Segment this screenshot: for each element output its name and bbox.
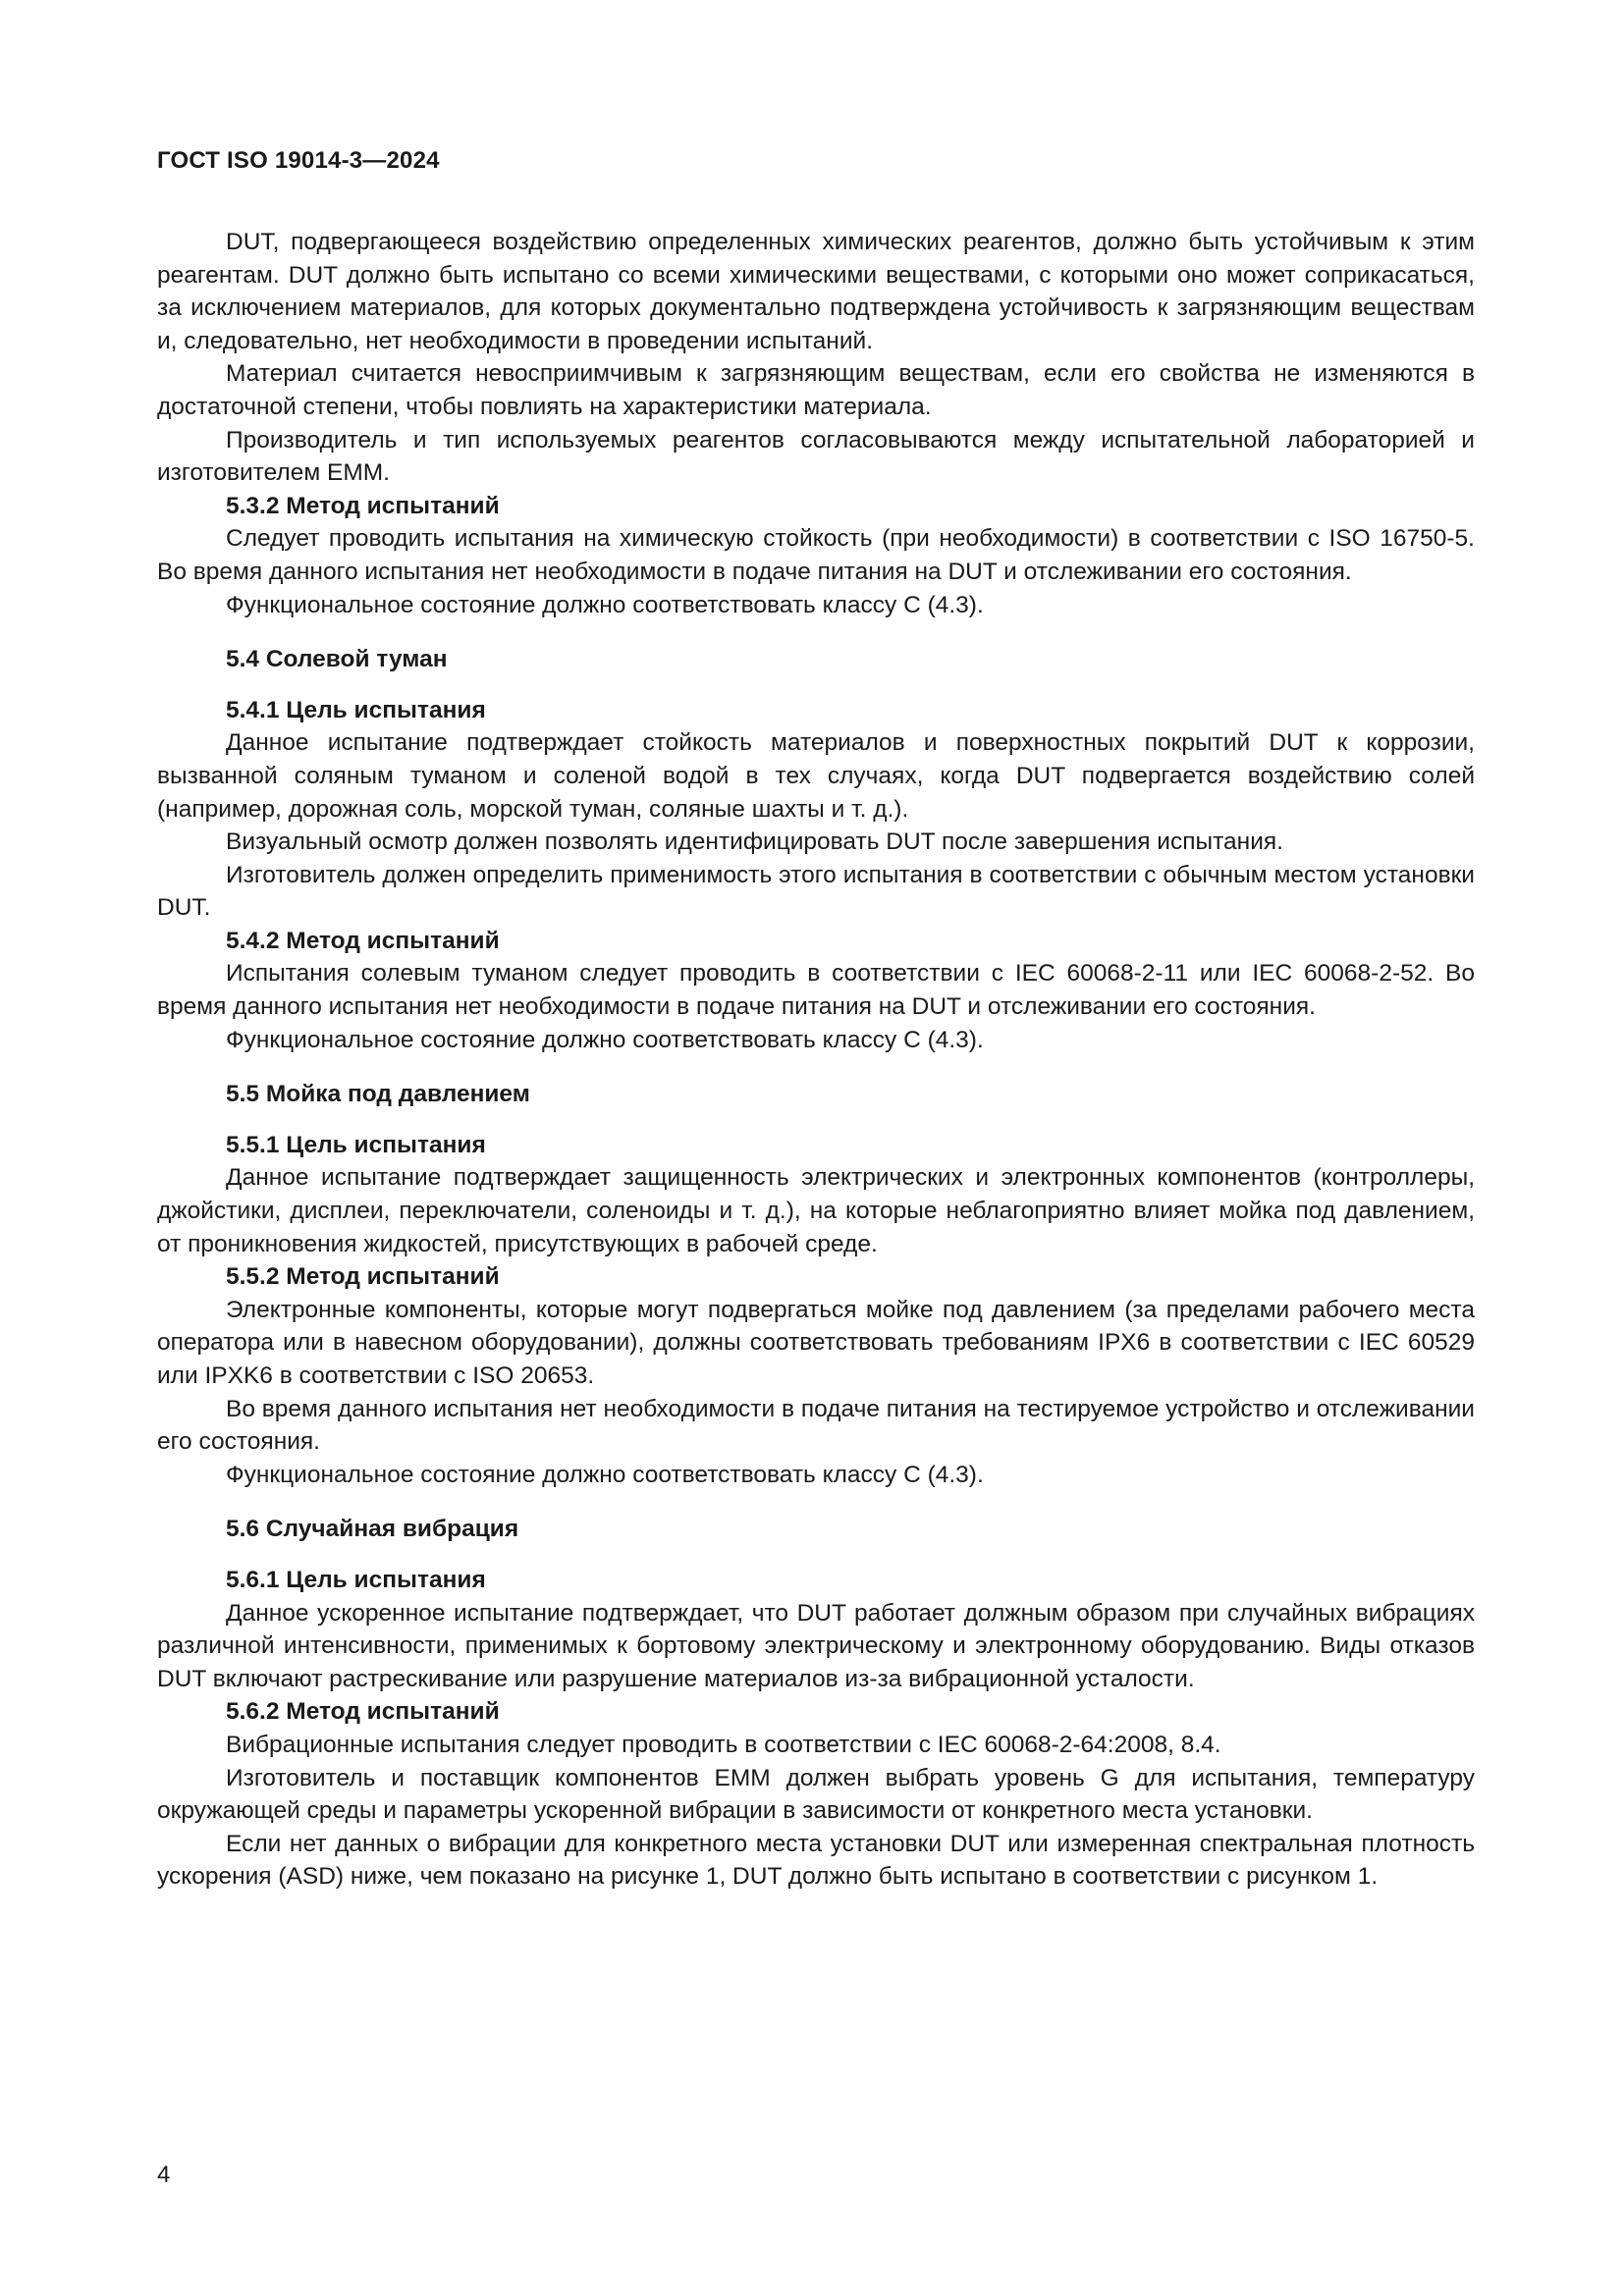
paragraph: Производитель и тип используемых реагентов согласовываются между испытательной лабораторией и изготовителем ЕММ. [157, 426, 1475, 487]
subsection-heading: 5.6.2 Метод испытаний [226, 1698, 500, 1726]
paragraph: Данное испытание подтверждает стойкость материалов и поверхностных покрытий DUT к коррозии, вызванной соляным туманом и соленой водой в тех случаях, когда DUT подвергается воздействию солей (например, дорожная соль, морской туман, соляные шахты и т. д.). [157, 729, 1475, 823]
subsection-heading: 5.4.2 Метод испытаний [226, 927, 500, 954]
page-number: 4 [157, 2162, 171, 2188]
paragraph: DUT, подвергающееся воздействию определенных химических реагентов, должно быть устойчивым к этим реагентам. DUT должно быть испытано со всеми химическими веществами, с которыми оно может соприкасаться, за исключением материалов, для которых документально подтверждена устойчивость к загрязняющим веществам и, следовательно, нет необходимости в проведении испытаний. [157, 229, 1475, 354]
paragraph: Данное ускоренное испытание подтверждает, что DUT работает должным образом при случайных вибрациях различной интенсивности, применимых к бортовому электрическому и электронному оборудованию. Виды отказов DUT включают растрескивание или разрушение материалов из-за вибрационной усталости. [157, 1599, 1475, 1692]
paragraph: Испытания солевым туманом следует проводить в соответствии с IEC 60068-2-11 или IEC 60068-2-52. Во время данного испытания нет необходимости в подаче питания на DUT и отслеживании его состояния. [157, 960, 1475, 1021]
subsection-heading: 5.5.1 Цель испытания [226, 1131, 486, 1158]
paragraph: Электронные компоненты, которые могут подвергаться мойке под давлением (за пределами рабочего места оператора или в навесном оборудовании), должны соответствовать требованиям IPX6 в соответствии с IEC 60529 или IPXK6 в соответствии с ISO 20653. [157, 1296, 1475, 1389]
section-heading: 5.5 Мойка под давлением [226, 1081, 530, 1108]
document-body [157, 226, 1475, 1894]
document-header: ГОСТ ISO 19014-3—2024 [157, 147, 440, 174]
paragraph: Материал считается невосприимчивым к загрязняющим веществам, если его свойства не изменяются в достаточной степени, чтобы повлиять на характеристики материала. [157, 360, 1475, 420]
paragraph: Вибрационные испытания следует проводить в соответствии с IEC 60068-2-64:2008, 8.4. [226, 1731, 1221, 1758]
subsection-heading: 5.5.2 Метод испытаний [226, 1263, 500, 1291]
subsection-heading: 5.3.2 Метод испытаний [226, 492, 500, 519]
paragraph: Во время данного испытания нет необходимости в подаче питания на тестируемое устройство и отслеживании его состояния. [157, 1395, 1475, 1456]
paragraph: Если нет данных о вибрации для конкретного места установки DUT или измеренная спектральная плотность ускорения (ASD) ниже, чем показано на рисунке 1, DUT должно быть испытано в соответствии с рисунком 1. [157, 1830, 1475, 1891]
paragraph: Данное испытание подтверждает защищенность электрических и электронных компонентов (контроллеры, джойстики, дисплеи, переключатели, соленоиды и т. д.), на которые неблагоприятно влияет мойка под давлением, от проникновения жидкостей, присутствующих в рабочей среде. [157, 1164, 1475, 1257]
section-heading: 5.6 Случайная вибрация [226, 1516, 519, 1543]
paragraph: Функциональное состояние должно соответствовать классу С (4.3). [226, 1026, 984, 1053]
paragraph: Визуальный осмотр должен позволять идентифицировать DUT после завершения испытания. [226, 828, 1283, 856]
paragraph: Функциональное состояние должно соответствовать классу С (4.3). [226, 591, 984, 618]
paragraph: Изготовитель и поставщик компонентов ЕММ должен выбрать уровень G для испытания, температуру окружающей среды и параметры ускоренной вибрации в зависимости от конкретного места установки. [157, 1764, 1475, 1825]
subsection-heading: 5.4.1 Цель испытания [226, 696, 486, 723]
section-heading: 5.4 Солевой туман [226, 646, 448, 673]
paragraph: Изготовитель должен определить применимость этого испытания в соответствии с обычным местом установки DUT. [157, 861, 1475, 922]
paragraph: Функциональное состояние должно соответствовать классу С (4.3). [226, 1461, 984, 1488]
subsection-heading: 5.6.1 Цель испытания [226, 1566, 486, 1593]
paragraph: Следует проводить испытания на химическую стойкость (при необходимости) в соответствии с ISO 16750-5. Во время данного испытания нет необходимости в подаче питания на DUT и отслеживании его состояния. [157, 525, 1475, 585]
